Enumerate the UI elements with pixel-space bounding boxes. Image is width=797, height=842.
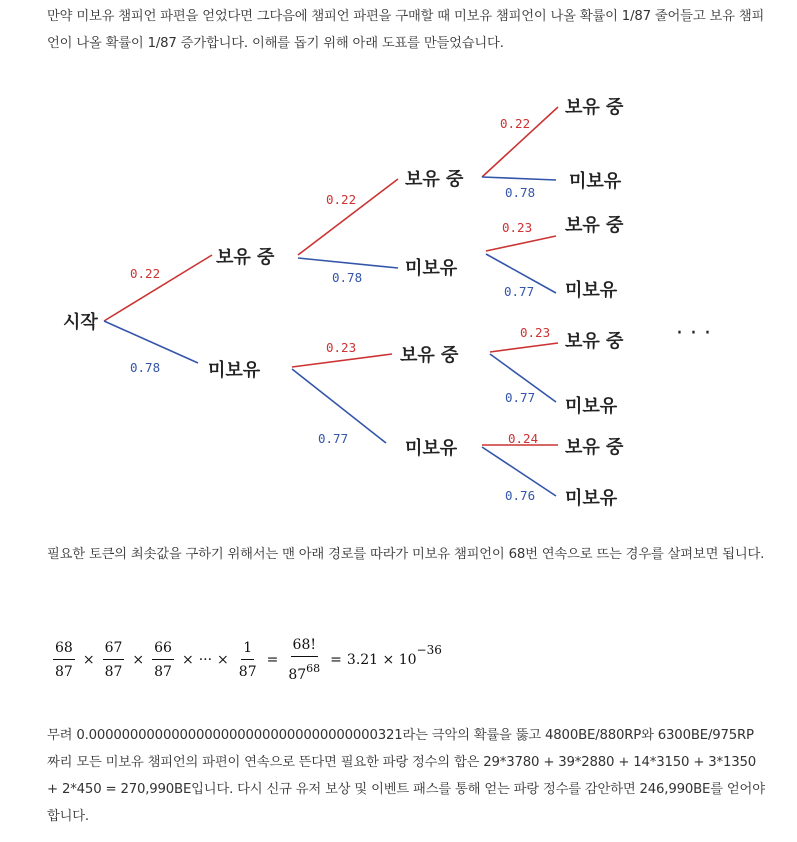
numerator: 1 — [241, 640, 254, 660]
ellipsis: · · · — [676, 321, 711, 346]
prob-l3c-unowned: 0.77 — [505, 390, 536, 405]
branch-l1-unowned — [104, 321, 198, 363]
probability-formula — [50, 632, 442, 688]
node-l3a-owned: 보유 중 — [565, 97, 624, 118]
node-l2b-unowned: 미보유 — [405, 438, 458, 459]
prob-l1-unowned: 0.78 — [130, 360, 161, 375]
denominator-exponent: 68 — [306, 662, 321, 675]
denominator: 87 — [55, 664, 73, 680]
prob-l3b-unowned: 0.77 — [504, 284, 535, 299]
fraction-66-87 — [152, 640, 174, 680]
denominator — [286, 657, 322, 683]
node-l1-owned: 보유 중 — [216, 247, 275, 268]
denominator: 87 — [104, 664, 123, 680]
prob-l2b-unowned: 0.77 — [318, 431, 349, 446]
prob-l2a-owned: 0.22 — [326, 192, 357, 207]
branch-l2a-unowned — [298, 258, 398, 268]
fraction-factorial — [286, 637, 322, 683]
owned-branches — [104, 107, 558, 445]
times-operator: × — [132, 652, 145, 668]
times-operator: × — [82, 652, 95, 668]
prob-l3d-unowned: 0.76 — [505, 488, 536, 503]
node-l3c-owned: 보유 중 — [565, 331, 624, 352]
node-start: 시작 — [63, 312, 98, 333]
fraction-67-87 — [103, 640, 125, 680]
prob-l3a-owned: 0.22 — [500, 116, 531, 131]
node-l3c-unowned: 미보유 — [565, 396, 618, 417]
middle-paragraph: 필요한 토큰의 최솟값을 구하기 위해서는 맨 아래 경로를 따라가 미보유 챔피언이 68번 연속으로 뜨는 경우를 살펴보면 됩니다. — [47, 547, 765, 562]
prob-l3a-unowned: 0.78 — [505, 185, 536, 200]
numerator: 66 — [152, 640, 174, 660]
prob-l3c-owned: 0.23 — [520, 325, 551, 340]
times-operator: × — [217, 652, 229, 668]
node-l3b-unowned: 미보유 — [565, 280, 618, 301]
prob-l3d-owned: 0.24 — [508, 431, 539, 446]
conclusion-paragraph: 무려 0.00000000000000000000000000000000000321라는 극악의 확률을 뚫고 4800BE/880RP와 6300BE/975RP 짜리 모든 미보유 챔피언의 파편이 연속으로 뜬다면 필요한 파랑 정수의 합은 29*3780 + 39*2880 + 14*3150 + 3*1350 + 2*450 = 270,990BE입니다. 다시 신규 유저 보상 및 이벤트 패스를 통해 얻는 파랑 정수를 감안하면 246,990BE를 얻어야 합니다. — [47, 728, 765, 824]
numerator: 67 — [103, 640, 125, 660]
numerator: 68 — [53, 640, 75, 660]
intro-paragraph: 만약 미보유 챔피언 파편을 얻었다면 그다음에 챔피언 파편을 구매할 때 미보유 챔피언이 나올 확률이 1/87 줄어들고 보유 챔피언이 나올 확률이 1/87 증가합니다. 이해를 돕기 위해 아래 도표를 만들었습니다. — [47, 9, 765, 51]
denominator: 87 — [238, 664, 257, 680]
node-l3d-unowned: 미보유 — [565, 488, 618, 509]
unowned-branches — [104, 177, 556, 496]
branch-l2a-owned — [298, 179, 398, 255]
equals-operator: = — [330, 652, 342, 668]
result-exponent: −36 — [416, 643, 442, 657]
fraction-68-87 — [53, 640, 75, 680]
node-l3a-unowned: 미보유 — [569, 171, 622, 192]
cdots: ··· — [198, 652, 213, 668]
denominator-base: 87 — [288, 667, 307, 683]
node-l3d-owned: 보유 중 — [565, 437, 624, 458]
denominator: 87 — [154, 664, 172, 680]
equals-operator: = — [266, 652, 279, 668]
node-l1-unowned: 미보유 — [208, 360, 261, 381]
node-l2a-owned: 보유 중 — [405, 169, 464, 190]
node-l2a-unowned: 미보유 — [405, 258, 458, 279]
prob-l3b-owned: 0.23 — [502, 220, 533, 235]
prob-l2b-owned: 0.23 — [326, 340, 357, 355]
branch-l2b-owned — [292, 354, 392, 367]
prob-l2a-unowned: 0.78 — [332, 270, 363, 285]
branch-l1-owned — [104, 255, 212, 321]
node-l3b-owned: 보유 중 — [565, 215, 624, 236]
branch-l3c-owned — [490, 343, 558, 352]
probability-tree-diagram — [0, 80, 797, 520]
branch-l3a-unowned — [482, 177, 556, 180]
fraction-1-87 — [237, 640, 259, 680]
result-value: 3.21 × 10 — [346, 652, 417, 668]
node-l2b-owned: 보유 중 — [400, 345, 459, 366]
numerator: 68! — [291, 637, 318, 657]
branch-l3b-owned — [486, 236, 556, 251]
prob-l1-owned: 0.22 — [130, 266, 161, 281]
times-operator: × — [181, 652, 194, 668]
